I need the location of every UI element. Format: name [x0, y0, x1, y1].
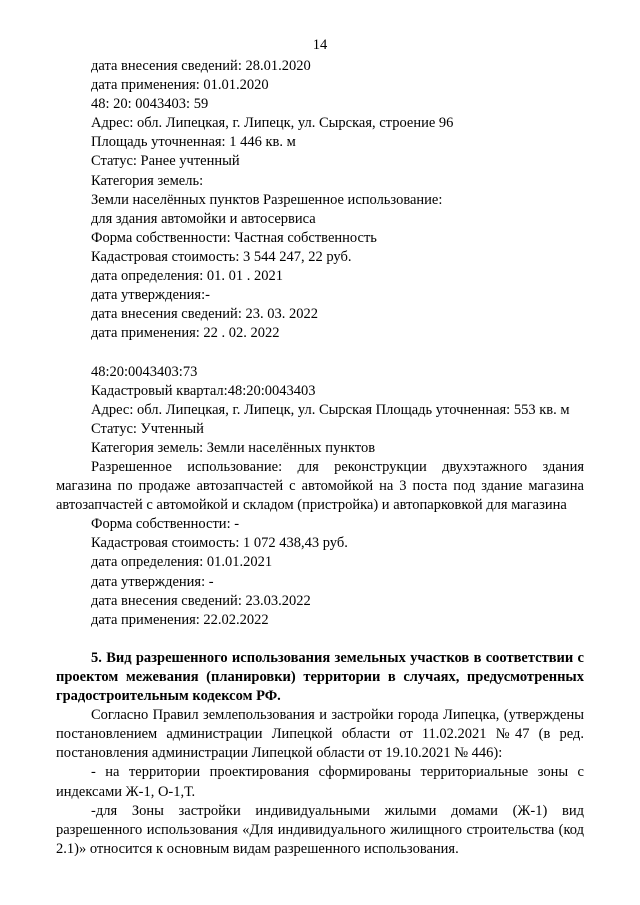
- record-line: дата внесения сведений: 28.01.2020: [91, 58, 311, 74]
- section-5: [56, 649, 584, 859]
- record-line: Кадастровый квартал:48:20:0043403: [91, 382, 316, 399]
- paragraph: Согласно Правил землепользования и застройки города Липецка, (утверждены постановлением администрации Липецкой области от 11.02.2021 №47 (в ред. постановления администрации Липецкой области от 19.10.2021 № 446):: [56, 707, 584, 762]
- paragraph: -для Зоны застройки индивидуальными жилыми домами (Ж-1) вид разрешенного использования «Для индивидуального жилищного строительства (код 2.1)» относится к основным видам разрешенного использования.: [56, 802, 584, 857]
- document-page: [56, 0, 584, 905]
- permitted-use-paragraph: Разрешенное использование: для реконструкции двухэтажного здания магазина по продаже автозапчастей с автомойкой на 3 поста под здание магазина автозапчастей с автомойкой и складом (пристройка) и автопарковкой для магазина: [56, 458, 584, 514]
- parcel-block-1: [56, 57, 584, 343]
- record-line: дата применения: 22 . 02. 2022: [91, 325, 280, 342]
- parcel-block-2: [56, 363, 584, 630]
- record-line: Статус: Ранее учтенный: [91, 153, 240, 170]
- record-line: Категория земель: Земли населённых пунктов: [91, 439, 376, 456]
- record-line: дата внесения сведений: 23.03.2022: [91, 592, 311, 609]
- record-line: дата определения: 01.01.2021: [91, 554, 273, 571]
- record-line: дата утверждения:-: [91, 287, 210, 304]
- cadastral-number: 48:20:0043403:73: [91, 363, 198, 380]
- record-line: Земли населённых пунктов Разрешенное использование:: [91, 191, 443, 208]
- record-line: Адрес: обл. Липецкая, г. Липецк, ул. Сырская, строение 96: [91, 115, 454, 132]
- cadastral-number: 48: 20: 0043403: 59: [91, 96, 209, 113]
- record-line: дата определения: 01. 01 . 2021: [91, 268, 283, 285]
- paragraph: - на территории проектирования сформированы территориальные зоны с индексами Ж-1, О-1,Т.: [56, 764, 584, 800]
- record-line: Кадастровая стоимость: 3 544 247, 22 руб.: [91, 248, 352, 265]
- section-heading: 5. Вид разрешенного использования земельных участков в соответствии с проектом межевания (планировки) территории в случаях, предусмотренных градостроительным кодексом РФ.: [56, 649, 584, 705]
- record-line: Адрес: обл. Липецкая, г. Липецк, ул. Сырская Площадь уточненная: 553 кв. м: [91, 401, 570, 418]
- record-line: Форма собственности: -: [91, 516, 240, 533]
- page-number: 14: [312, 37, 328, 53]
- spacer: [56, 343, 584, 362]
- record-line: Категория земель:: [91, 172, 204, 189]
- record-line: Кадастровая стоимость: 1 072 438,43 руб.: [91, 535, 348, 552]
- record-line: дата применения: 22.02.2022: [91, 611, 269, 628]
- record-line: Статус: Учтенный: [91, 420, 204, 437]
- record-line: для здания автомойки и автосервиса: [91, 210, 316, 227]
- record-line: Форма собственности: Частная собственность: [91, 229, 377, 246]
- record-line: дата применения: 01.01.2020: [91, 77, 269, 94]
- record-line: дата утверждения: -: [91, 573, 214, 590]
- record-line: дата внесения сведений: 23. 03. 2022: [91, 306, 318, 323]
- spacer: [56, 630, 584, 649]
- document-body: [56, 57, 584, 859]
- record-line: Площадь уточненная: 1 446 кв. м: [91, 134, 296, 151]
